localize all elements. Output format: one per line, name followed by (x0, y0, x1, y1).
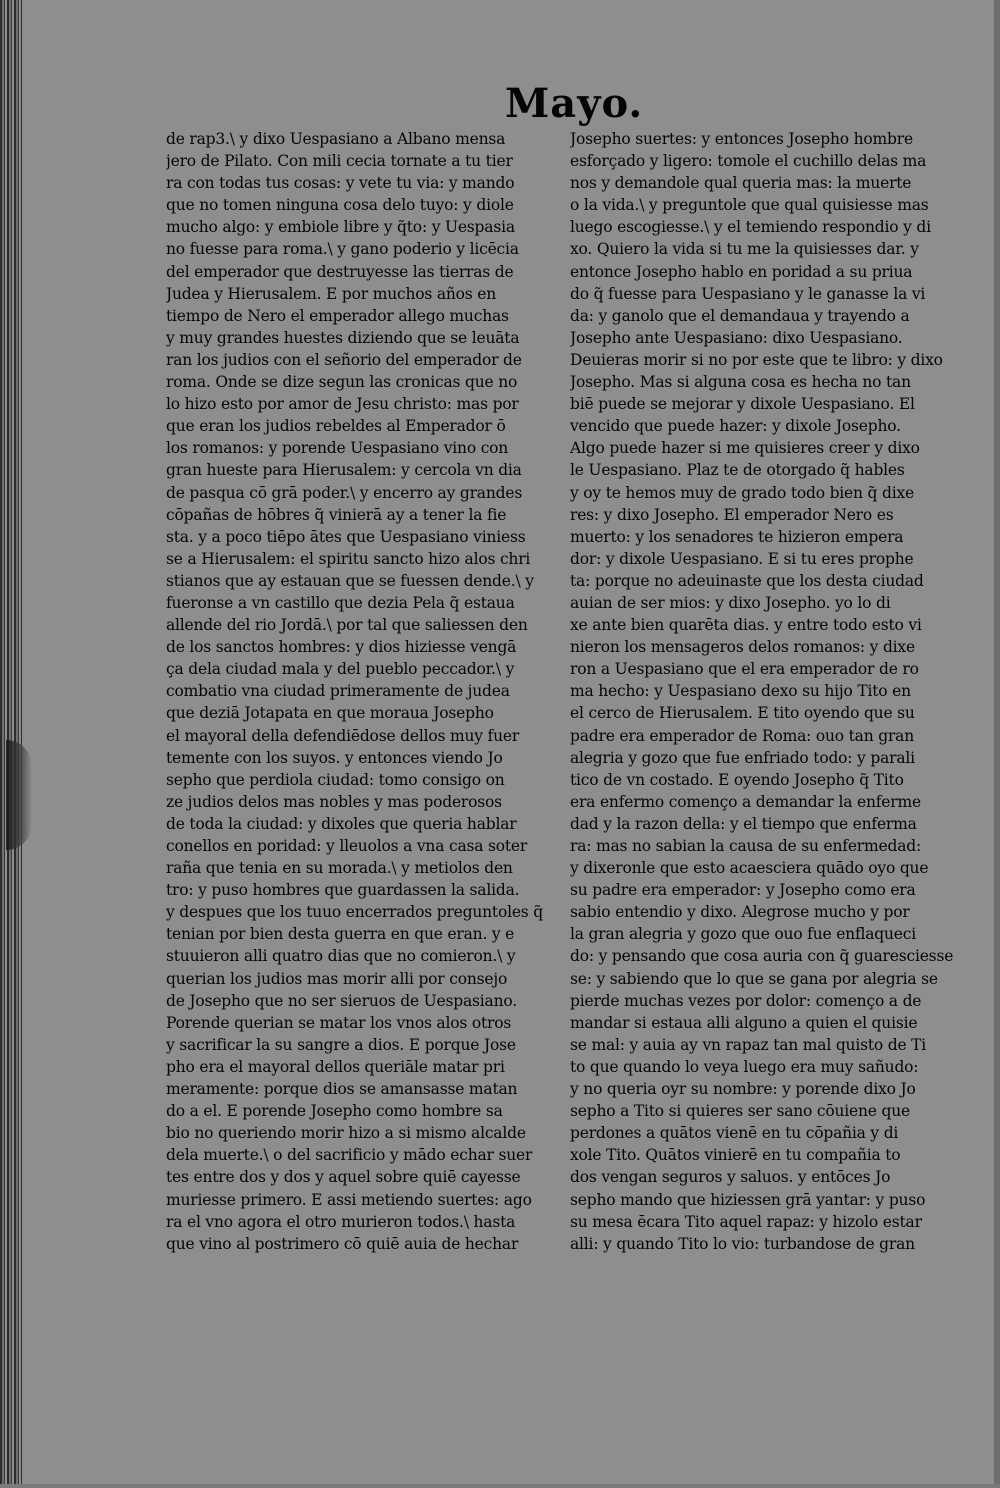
text-line: do: y pensando que cosa auria con q̃ guaresciesse (570, 947, 954, 966)
text-line: Porende querian se matar los vnos alos otros (166, 1013, 512, 1032)
text-line: mucho algo: y embiole libre y q̃to: y Uespasia (166, 218, 515, 237)
text-line: ça dela ciudad mala y del pueblo peccador.\ y (166, 660, 515, 679)
text-line: le Uespasiano. Plaz te de otorgado q̃ hables (570, 461, 905, 480)
text-line: perdones a quātos vienē en tu cōpañia y di (570, 1124, 899, 1143)
text-line: el mayoral della defendiēdose dellos muy fuer (166, 726, 520, 745)
text-line: su mesa ēcara Tito aquel rapaz: y hizolo estar (570, 1212, 922, 1231)
text-line: to que quando lo veya luego era muy sañudo: (570, 1057, 919, 1076)
text-line: y muy grandes huestes diziendo que se leuāta (166, 328, 520, 347)
text-line: del emperador que destruyesse las tierras de (166, 262, 514, 281)
text-line: conellos en poridad: y lleuolos a vna casa soter (166, 837, 528, 855)
text-line: se a Hierusalem: el spiritu sancto hizo alos chri (166, 549, 531, 568)
text-line: dad y la razon della: y el tiempo que enferma (570, 814, 917, 833)
text-line: de toda la ciudad: y dixoles que queria hablar (166, 814, 517, 833)
text-line: muriesse primero. E assi metiendo suertes: ago (166, 1190, 532, 1209)
text-line: dela muerte.\ o del sacrificio y mādo echar suer (166, 1146, 533, 1165)
text-line: tico de vn costado. E oyendo Josepho q̃ Tito (570, 770, 904, 789)
text-line: nos y demandole qual queria mas: la muerte (570, 174, 912, 193)
text-line: Judea y Hierusalem. E por muchos años en (166, 284, 497, 303)
text-line: alli: y quando Tito lo vio: turbandose de gran (570, 1234, 915, 1253)
text-line: Algo puede hazer si me quisieres creer y dixo (570, 439, 920, 458)
text-line: su padre era emperador: y Josepho como era (570, 881, 916, 900)
text-line: cōpañas de hōbres q̃ vinierā ay a tener la fie (166, 505, 507, 524)
text-line: temente con los suyos. y entonces viendo Jo (166, 748, 503, 767)
text-line: el cerco de Hierusalem. E tito oyendo que su (570, 704, 915, 723)
text-line: ma hecho: y Uespasiano dexo su hijo Tito en (570, 682, 911, 701)
text-line: auian de ser mios: y dixo Josepho. yo lo di (570, 593, 891, 612)
text-line: la gran alegria y gozo que ouo fue enflaqueci (570, 925, 917, 944)
text-line: tiempo de Nero el emperador allego muchas (166, 306, 509, 325)
text-line: alegria y gozo que fue enfriado todo: y parali (570, 748, 915, 767)
text-line: jero de Pilato. Con mili cecia tornate a tu tier (166, 152, 513, 171)
text-line: que deziā Jotapata en que moraua Josepho (166, 704, 494, 723)
text-line: sepho mando que hiziessen grā yantar: y puso (570, 1190, 926, 1209)
text-line: pierde muchas vezes por dolor: començo a de (570, 991, 922, 1010)
text-line: no fuesse para roma.\ y gano poderio y licēcia (166, 240, 519, 259)
text-line: gran hueste para Hierusalem: y cercola vn dia (166, 461, 522, 480)
text-line: entonce Josepho hablo en poridad a su priua (570, 262, 913, 281)
text-line: ra con todas tus cosas: y vete tu via: y mando (166, 174, 515, 193)
text-line: que no tomen ninguna cosa delo tuyo: y diole (166, 196, 514, 215)
text-line: Josepho suertes: y entonces Josepho hombre (570, 130, 913, 148)
text-line: y despues que los tuuo encerrados preguntoles q̃ (166, 903, 544, 922)
text-line: combatio vna ciudad primeramente de judea (166, 682, 510, 701)
text-line: de pasqua cō grā poder.\ y encerro ay grandes (166, 483, 523, 502)
text-line: de Josepho que no ser sieruos de Uespasiano. (166, 991, 517, 1010)
text-line: muerto: y los senadores te hizieron empera (570, 527, 904, 546)
text-line: xole Tito. Quātos vinierē en tu compañia to (570, 1146, 901, 1165)
page-edge-shadow (6, 740, 32, 850)
text-line: ran los judios con el señorio del emperador de (166, 350, 522, 369)
text-line: bio no queriendo morir hizo a si mismo alcalde (166, 1124, 526, 1143)
text-line: dos vengan seguros y saluos. y entōces Jo (570, 1168, 891, 1187)
text-line: da: y ganolo que el demandaua y trayendo a (570, 306, 910, 325)
text-line: res: y dixo Josepho. El emperador Nero es (570, 505, 894, 524)
text-line: pho era el mayoral dellos queriāle matar pri (166, 1057, 505, 1076)
text-line: sepho que perdiola ciudad: tomo consigo on (166, 770, 505, 789)
text-line: ron a Uespasiano que el era emperador de ro (570, 660, 919, 679)
text-line: meramente: porque dios se amansasse matan (166, 1080, 518, 1099)
text-line: stuuieron alli quatro dias que no comieron.\ y (166, 947, 516, 966)
text-line: mandar si estaua alli alguno a quien el quisie (570, 1013, 918, 1032)
running-head: Mayo. (505, 82, 644, 126)
text-line: do q̃ fuesse para Uespasiano y le ganasse la vi (570, 284, 926, 303)
text-line: biē puede se mejorar y dixole Uespasiano. El (570, 395, 915, 414)
text-line: Josepho ante Uespasiano: dixo Uespasiano. (570, 328, 903, 347)
text-line: se: y sabiendo que lo que se gana por alegria se (570, 969, 938, 988)
text-line: sepho a Tito si quieres ser sano cōuiene que (570, 1102, 910, 1121)
text-line: vencido que puede hazer: y dixole Josepho. (570, 417, 901, 436)
page-bottom-edge (0, 1484, 1000, 1488)
text-line: stianos que ay estauan que se fuessen dende.\ y (166, 571, 534, 590)
text-line: Josepho. Mas si alguna cosa es hecha no tan (570, 373, 911, 392)
text-line: xo. Quiero la vida si tu me la quisiesses dar. y (570, 240, 919, 259)
text-line: y dixeronle que esto acaesciera quādo oyo que (570, 859, 929, 878)
text-line: raña que tenia en su morada.\ y metiolos den (166, 859, 513, 878)
text-line: y oy te hemos muy de grado todo bien q̃ dixe (570, 483, 914, 502)
text-line: se mal: y auia ay vn rapaz tan mal quisto de Ti (570, 1035, 927, 1054)
text-line: que eran los judios rebeldes al Emperador ō (166, 417, 506, 436)
text-line: roma. Onde se dize segun las cronicas que no (166, 373, 518, 392)
text-line: luego escogiesse.\ y el temiendo respondio y di (570, 218, 931, 237)
text-line: nieron los mensageros delos romanos: y dixe (570, 638, 915, 657)
text-line: ta: porque no adeuinaste que los desta ciudad (570, 571, 924, 590)
page-right-edge (994, 0, 1000, 1488)
text-line: que vino al postrimero cō quiē auia de hechar (166, 1234, 519, 1253)
text-line: de los sanctos hombres: y dios hiziesse vengā (166, 638, 517, 657)
text-line: tro: y puso hombres que guardassen la salida. (166, 881, 520, 900)
text-line: dor: y dixole Uespasiano. E si tu eres prophe (570, 549, 914, 568)
text-line: sta. y a poco tiēpo ātes que Uespasiano viniess (166, 527, 526, 546)
text-column-right (570, 128, 975, 1255)
text-line: allende del rio Jordā.\ por tal que saliessen den (166, 616, 528, 635)
text-line: fueronse a vn castillo que dezia Pela q̃ estaua (166, 593, 515, 612)
text-line: de rap3.\ y dixo Uespasiano a Albano mensa (166, 130, 506, 148)
text-line: los romanos: y porende Uespasiano vino con (166, 439, 509, 458)
text-line: y sacrificar la su sangre a dios. E porque Jose (166, 1035, 516, 1054)
text-line: tes entre dos y dos y aquel sobre quiē cayesse (166, 1168, 521, 1187)
text-line: lo hizo esto por amor de Jesu christo: mas por (166, 395, 519, 414)
text-line: esforçado y ligero: tomole el cuchillo delas ma (570, 152, 927, 171)
text-line: querian los judios mas morir alli por consejo (166, 969, 508, 988)
text-line: do a el. E porende Josepho como hombre sa (166, 1102, 503, 1121)
text-line: tenian por bien desta guerra en que eran. y e (166, 925, 515, 944)
text-line: y no queria oyr su nombre: y porende dixo Jo (570, 1080, 916, 1099)
text-line: o la vida.\ y preguntole que qual quisiesse mas (570, 196, 929, 215)
text-line: padre era emperador de Roma: ouo tan gran (570, 726, 914, 745)
text-line: xe ante bien quarēta dias. y entre todo esto vi (570, 616, 922, 635)
text-line: sabio entendio y dixo. Alegrose mucho y por (570, 903, 910, 922)
text-line: era enfermo començo a demandar la enferme (570, 792, 921, 811)
text-line: ra el vno agora el otro murieron todos.\ hasta (166, 1212, 516, 1231)
text-line: ze judios delos mas nobles y mas poderosos (166, 792, 502, 811)
text-line: ra: mas no sabian la causa de su enfermedad: (570, 837, 921, 855)
text-line: Deuieras morir si no por este que te libro: y dixo (570, 350, 943, 369)
text-column-left (166, 128, 576, 1255)
